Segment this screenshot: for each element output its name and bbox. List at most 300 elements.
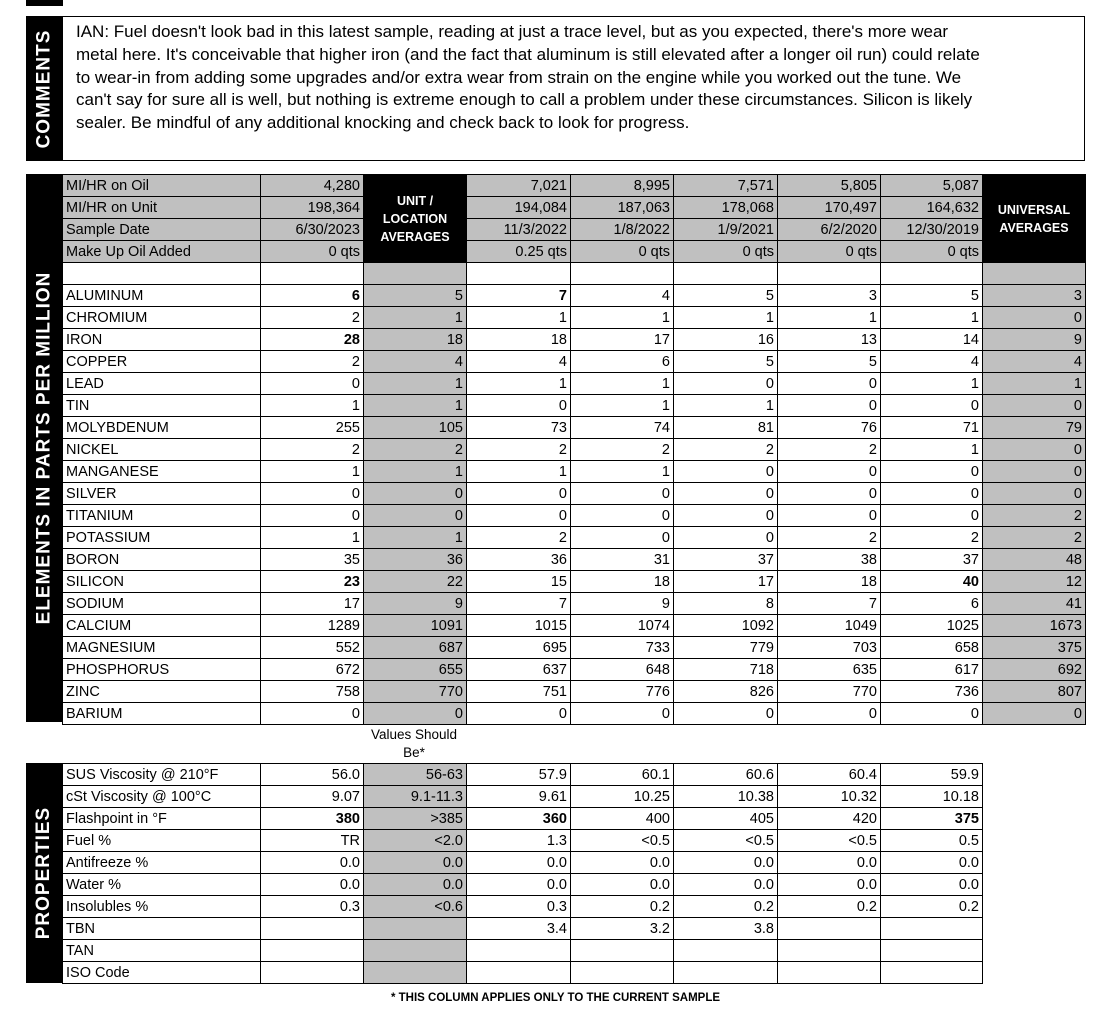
element-history-value: 1 xyxy=(674,395,778,417)
element-history-value: 0 xyxy=(674,461,778,483)
property-history-value: 0.0 xyxy=(881,874,983,896)
property-current-value xyxy=(261,962,364,984)
property-history-value: 0.0 xyxy=(881,852,983,874)
element-history-value: 37 xyxy=(881,549,983,571)
header-row-current: 0 qts xyxy=(261,241,364,263)
element-history-value: 0 xyxy=(778,395,881,417)
header-row-current: 198,364 xyxy=(261,197,364,219)
property-history-value: <0.5 xyxy=(674,830,778,852)
property-history-value: 0.3 xyxy=(467,896,571,918)
element-history-value: 18 xyxy=(778,571,881,593)
element-history-value: 71 xyxy=(881,417,983,439)
spacer-cell xyxy=(983,263,1086,285)
properties-section-label xyxy=(26,763,62,983)
header-row xyxy=(63,197,1086,219)
element-history-value: 776 xyxy=(571,681,674,703)
element-history-value: 648 xyxy=(571,659,674,681)
property-row xyxy=(63,830,983,852)
property-current-value: 0.0 xyxy=(261,874,364,896)
header-row-current: 6/30/2023 xyxy=(261,219,364,241)
element-history-value: 17 xyxy=(571,329,674,351)
element-history-value: 38 xyxy=(778,549,881,571)
header-row-history-value: 164,632 xyxy=(881,197,983,219)
property-history-value: 57.9 xyxy=(467,764,571,786)
element-history-value: 9 xyxy=(571,593,674,615)
element-history-value: 1 xyxy=(571,307,674,329)
element-history-value: 0 xyxy=(881,483,983,505)
element-row xyxy=(63,505,1086,527)
property-history-value: 10.32 xyxy=(778,786,881,808)
header-row-history-value: 0 qts xyxy=(778,241,881,263)
element-history-value: 703 xyxy=(778,637,881,659)
element-universal-average: 2 xyxy=(983,505,1086,527)
element-name: SILICON xyxy=(63,571,261,593)
element-row xyxy=(63,307,1086,329)
property-row xyxy=(63,808,983,830)
property-history-value: 0.2 xyxy=(571,896,674,918)
element-history-value: 1 xyxy=(571,395,674,417)
values-should-be-note: Values Should Be* xyxy=(370,727,458,760)
element-universal-average: 3 xyxy=(983,285,1086,307)
element-history-value: 81 xyxy=(674,417,778,439)
top-bar xyxy=(26,0,1085,8)
element-universal-average: 12 xyxy=(983,571,1086,593)
elements-section-label xyxy=(26,174,62,722)
element-row xyxy=(63,395,1086,417)
property-row xyxy=(63,918,983,940)
element-universal-average: 807 xyxy=(983,681,1086,703)
element-history-value: 5 xyxy=(674,351,778,373)
element-history-value: 0 xyxy=(778,505,881,527)
element-history-value: 3 xyxy=(778,285,881,307)
element-history-value: 0 xyxy=(571,483,674,505)
element-unit-average: 0 xyxy=(364,703,467,725)
element-row xyxy=(63,703,1086,725)
header-row-history-value: 194,084 xyxy=(467,197,571,219)
element-unit-average: 1 xyxy=(364,461,467,483)
element-history-value: 718 xyxy=(674,659,778,681)
element-history-value: 36 xyxy=(467,549,571,571)
element-history-value: 16 xyxy=(674,329,778,351)
element-current-value: 17 xyxy=(261,593,364,615)
element-history-value: 6 xyxy=(571,351,674,373)
property-history-value: 0.5 xyxy=(881,830,983,852)
property-current-value: TR xyxy=(261,830,364,852)
element-name: LEAD xyxy=(63,373,261,395)
spacer-cell xyxy=(571,263,674,285)
element-universal-average: 375 xyxy=(983,637,1086,659)
element-history-value: 1 xyxy=(467,373,571,395)
element-history-value: 635 xyxy=(778,659,881,681)
element-history-value: 1074 xyxy=(571,615,674,637)
properties-label-text: PROPERTIES xyxy=(33,806,55,940)
element-history-value: 0 xyxy=(674,373,778,395)
element-universal-average: 9 xyxy=(983,329,1086,351)
element-history-value: 770 xyxy=(778,681,881,703)
element-name: CHROMIUM xyxy=(63,307,261,329)
property-history-value: <0.5 xyxy=(571,830,674,852)
element-history-value: 2 xyxy=(778,439,881,461)
property-name: Fuel % xyxy=(63,830,261,852)
element-row xyxy=(63,351,1086,373)
element-history-value: 0 xyxy=(571,505,674,527)
property-history-value: 60.4 xyxy=(778,764,881,786)
element-name: SODIUM xyxy=(63,593,261,615)
element-universal-average: 2 xyxy=(983,527,1086,549)
element-name: SILVER xyxy=(63,483,261,505)
element-history-value: 6 xyxy=(881,593,983,615)
element-history-value: 76 xyxy=(778,417,881,439)
property-history-value: 0.2 xyxy=(881,896,983,918)
element-current-value: 35 xyxy=(261,549,364,571)
spacer-cell xyxy=(364,263,467,285)
property-current-value: 380 xyxy=(261,808,364,830)
element-history-value: 1 xyxy=(571,373,674,395)
header-row-history-value: 0 qts xyxy=(571,241,674,263)
comments-text: IAN: Fuel doesn't look bad in this latest sample, reading at just a trace level, but as you expected, there's more wear metal here. It's conceivable that higher iron (and the fact that aluminum is still elevated after a longer oil run) could relate to wear-in from adding some upgrades and/or extra wear from strain on the engine while you worked out the tune. We can't say for sure all is well, but nothing is extreme enough to call a problem under these circumstances. Silicon is likely sealer. Be mindful of any additional knocking and check back to look for progress. xyxy=(76,22,980,133)
spacer-cell xyxy=(261,263,364,285)
property-row xyxy=(63,852,983,874)
properties-table xyxy=(62,763,983,984)
property-history-value: 0.0 xyxy=(467,852,571,874)
element-history-value: 0 xyxy=(881,461,983,483)
property-history-value xyxy=(674,940,778,962)
element-row xyxy=(63,373,1086,395)
property-history-value: 0.2 xyxy=(674,896,778,918)
element-unit-average: 1091 xyxy=(364,615,467,637)
header-row-history-value: 0 qts xyxy=(881,241,983,263)
property-should-be-value xyxy=(364,940,467,962)
element-history-value: 4 xyxy=(881,351,983,373)
elements-label-text: ELEMENTS IN PARTS PER MILLION xyxy=(33,271,54,625)
property-name: Antifreeze % xyxy=(63,852,261,874)
element-history-value: 2 xyxy=(778,527,881,549)
element-current-value: 758 xyxy=(261,681,364,703)
element-row xyxy=(63,615,1086,637)
property-name: Flashpoint in °F xyxy=(63,808,261,830)
property-should-be-value xyxy=(364,918,467,940)
header-row-history-value: 5,805 xyxy=(778,175,881,197)
element-row xyxy=(63,571,1086,593)
element-history-value: 2 xyxy=(674,439,778,461)
element-history-value: 0 xyxy=(881,395,983,417)
header-row xyxy=(63,241,1086,263)
property-history-value xyxy=(571,940,674,962)
property-name: TBN xyxy=(63,918,261,940)
spacer-cell xyxy=(674,263,778,285)
element-history-value: 0 xyxy=(778,703,881,725)
property-history-value: 375 xyxy=(881,808,983,830)
element-current-value: 0 xyxy=(261,373,364,395)
property-history-value: 0.0 xyxy=(571,852,674,874)
property-history-value: 3.4 xyxy=(467,918,571,940)
property-row xyxy=(63,896,983,918)
property-should-be-value: <2.0 xyxy=(364,830,467,852)
element-history-value: 18 xyxy=(467,329,571,351)
element-unit-average: 1 xyxy=(364,307,467,329)
element-universal-average: 1673 xyxy=(983,615,1086,637)
property-history-value: 0.0 xyxy=(778,874,881,896)
element-name: MOLYBDENUM xyxy=(63,417,261,439)
property-current-value: 56.0 xyxy=(261,764,364,786)
element-history-value: 826 xyxy=(674,681,778,703)
top-bar-line xyxy=(62,0,63,6)
property-should-be-value: >385 xyxy=(364,808,467,830)
property-should-be-value: 9.1-11.3 xyxy=(364,786,467,808)
element-history-value: 7 xyxy=(467,593,571,615)
header-row-history-value: 6/2/2020 xyxy=(778,219,881,241)
element-history-value: 4 xyxy=(467,351,571,373)
element-row xyxy=(63,329,1086,351)
property-should-be-value xyxy=(364,962,467,984)
property-current-value: 0.0 xyxy=(261,852,364,874)
element-unit-average: 36 xyxy=(364,549,467,571)
element-history-value: 73 xyxy=(467,417,571,439)
property-history-value: 60.6 xyxy=(674,764,778,786)
element-name: TIN xyxy=(63,395,261,417)
property-name: TAN xyxy=(63,940,261,962)
element-current-value: 0 xyxy=(261,505,364,527)
element-name: TITANIUM xyxy=(63,505,261,527)
spacer-cell xyxy=(63,263,261,285)
element-unit-average: 4 xyxy=(364,351,467,373)
header-row-history-value: 0.25 qts xyxy=(467,241,571,263)
property-history-value xyxy=(778,962,881,984)
property-history-value: <0.5 xyxy=(778,830,881,852)
element-name: BORON xyxy=(63,549,261,571)
element-universal-average: 79 xyxy=(983,417,1086,439)
element-unit-average: 655 xyxy=(364,659,467,681)
element-history-value: 733 xyxy=(571,637,674,659)
element-name: ZINC xyxy=(63,681,261,703)
header-row-label: Make Up Oil Added xyxy=(63,241,261,263)
spacer-cell xyxy=(467,263,571,285)
element-row xyxy=(63,461,1086,483)
property-name: Water % xyxy=(63,874,261,896)
element-history-value: 37 xyxy=(674,549,778,571)
element-history-value: 1 xyxy=(467,307,571,329)
element-unit-average: 687 xyxy=(364,637,467,659)
header-row-current: 4,280 xyxy=(261,175,364,197)
property-name: SUS Viscosity @ 210°F xyxy=(63,764,261,786)
element-history-value: 1 xyxy=(571,461,674,483)
property-row xyxy=(63,764,983,786)
element-history-value: 7 xyxy=(778,593,881,615)
property-should-be-value: 0.0 xyxy=(364,874,467,896)
header-row-history-value: 178,068 xyxy=(674,197,778,219)
property-history-value: 9.61 xyxy=(467,786,571,808)
element-history-value: 5 xyxy=(778,351,881,373)
element-history-value: 14 xyxy=(881,329,983,351)
element-history-value: 1 xyxy=(674,307,778,329)
element-history-value: 40 xyxy=(881,571,983,593)
element-current-value: 1 xyxy=(261,461,364,483)
property-history-value xyxy=(881,962,983,984)
element-history-value: 658 xyxy=(881,637,983,659)
element-history-value: 2 xyxy=(467,439,571,461)
comments-label-text: COMMENTS xyxy=(33,29,55,148)
property-row xyxy=(63,962,983,984)
spacer-row xyxy=(63,263,1086,285)
property-history-value xyxy=(467,940,571,962)
property-row xyxy=(63,874,983,896)
property-row xyxy=(63,786,983,808)
element-name: CALCIUM xyxy=(63,615,261,637)
element-history-value: 0 xyxy=(571,527,674,549)
element-history-value: 0 xyxy=(881,505,983,527)
element-name: MANGANESE xyxy=(63,461,261,483)
element-row xyxy=(63,483,1086,505)
property-should-be-value: 56-63 xyxy=(364,764,467,786)
property-history-value: 10.38 xyxy=(674,786,778,808)
property-history-value xyxy=(778,940,881,962)
element-current-value: 1289 xyxy=(261,615,364,637)
element-current-value: 2 xyxy=(261,351,364,373)
property-history-value: 400 xyxy=(571,808,674,830)
element-history-value: 1 xyxy=(778,307,881,329)
property-history-value xyxy=(571,962,674,984)
header-row-history-value: 12/30/2019 xyxy=(881,219,983,241)
top-bar-block xyxy=(26,0,62,6)
element-row xyxy=(63,659,1086,681)
element-row xyxy=(63,681,1086,703)
property-history-value: 3.2 xyxy=(571,918,674,940)
element-current-value: 28 xyxy=(261,329,364,351)
element-universal-average: 0 xyxy=(983,307,1086,329)
footnote: * THIS COLUMN APPLIES ONLY TO THE CURRENT SAMPLE xyxy=(390,992,721,1004)
element-unit-average: 105 xyxy=(364,417,467,439)
property-history-value: 0.0 xyxy=(674,874,778,896)
element-history-value: 1015 xyxy=(467,615,571,637)
property-history-value: 405 xyxy=(674,808,778,830)
element-current-value: 672 xyxy=(261,659,364,681)
property-history-value xyxy=(778,918,881,940)
property-history-value: 0.0 xyxy=(467,874,571,896)
element-history-value: 1 xyxy=(881,439,983,461)
element-history-value: 15 xyxy=(467,571,571,593)
element-current-value: 1 xyxy=(261,527,364,549)
element-history-value: 695 xyxy=(467,637,571,659)
property-current-value xyxy=(261,918,364,940)
property-history-value: 420 xyxy=(778,808,881,830)
element-unit-average: 18 xyxy=(364,329,467,351)
property-current-value: 0.3 xyxy=(261,896,364,918)
element-history-value: 5 xyxy=(881,285,983,307)
property-name: Insolubles % xyxy=(63,896,261,918)
element-unit-average: 22 xyxy=(364,571,467,593)
header-row-label: Sample Date xyxy=(63,219,261,241)
property-history-value: 0.2 xyxy=(778,896,881,918)
element-history-value: 0 xyxy=(881,703,983,725)
element-history-value: 0 xyxy=(778,373,881,395)
property-history-value: 0.0 xyxy=(778,852,881,874)
element-current-value: 255 xyxy=(261,417,364,439)
element-current-value: 6 xyxy=(261,285,364,307)
unit-location-averages-header: UNIT / LOCATION AVERAGES xyxy=(364,175,467,263)
element-history-value: 0 xyxy=(467,395,571,417)
header-row-history-value: 1/9/2021 xyxy=(674,219,778,241)
element-name: PHOSPHORUS xyxy=(63,659,261,681)
element-unit-average: 1 xyxy=(364,395,467,417)
element-history-value: 0 xyxy=(467,703,571,725)
element-universal-average: 0 xyxy=(983,461,1086,483)
element-history-value: 736 xyxy=(881,681,983,703)
element-unit-average: 0 xyxy=(364,505,467,527)
header-row-history-value: 7,021 xyxy=(467,175,571,197)
property-should-be-value: 0.0 xyxy=(364,852,467,874)
element-unit-average: 1 xyxy=(364,373,467,395)
element-history-value: 0 xyxy=(778,483,881,505)
header-row-history-value: 7,571 xyxy=(674,175,778,197)
property-history-value: 60.1 xyxy=(571,764,674,786)
element-history-value: 1092 xyxy=(674,615,778,637)
property-current-value: 9.07 xyxy=(261,786,364,808)
property-history-value: 3.8 xyxy=(674,918,778,940)
element-current-value: 0 xyxy=(261,703,364,725)
header-row-history-value: 1/8/2022 xyxy=(571,219,674,241)
element-history-value: 13 xyxy=(778,329,881,351)
header-row-history-value: 5,087 xyxy=(881,175,983,197)
element-current-value: 2 xyxy=(261,439,364,461)
property-should-be-value: <0.6 xyxy=(364,896,467,918)
header-row-history-value: 8,995 xyxy=(571,175,674,197)
element-current-value: 2 xyxy=(261,307,364,329)
spacer-cell xyxy=(778,263,881,285)
element-history-value: 31 xyxy=(571,549,674,571)
element-unit-average: 2 xyxy=(364,439,467,461)
element-name: IRON xyxy=(63,329,261,351)
element-row xyxy=(63,417,1086,439)
element-history-value: 2 xyxy=(467,527,571,549)
element-history-value: 1025 xyxy=(881,615,983,637)
element-name: MAGNESIUM xyxy=(63,637,261,659)
element-history-value: 0 xyxy=(674,703,778,725)
element-history-value: 617 xyxy=(881,659,983,681)
property-name: ISO Code xyxy=(63,962,261,984)
element-history-value: 7 xyxy=(467,285,571,307)
element-history-value: 8 xyxy=(674,593,778,615)
element-name: COPPER xyxy=(63,351,261,373)
header-row xyxy=(63,175,1086,197)
element-universal-average: 0 xyxy=(983,395,1086,417)
element-universal-average: 0 xyxy=(983,439,1086,461)
property-row xyxy=(63,940,983,962)
element-current-value: 552 xyxy=(261,637,364,659)
element-current-value: 1 xyxy=(261,395,364,417)
element-universal-average: 0 xyxy=(983,483,1086,505)
universal-averages-header: UNIVERSAL AVERAGES xyxy=(983,175,1086,263)
element-current-value: 23 xyxy=(261,571,364,593)
element-universal-average: 692 xyxy=(983,659,1086,681)
element-history-value: 637 xyxy=(467,659,571,681)
element-history-value: 1 xyxy=(881,307,983,329)
element-history-value: 2 xyxy=(571,439,674,461)
property-history-value: 59.9 xyxy=(881,764,983,786)
property-history-value: 10.18 xyxy=(881,786,983,808)
header-row-history-value: 0 qts xyxy=(674,241,778,263)
element-history-value: 0 xyxy=(778,461,881,483)
element-row xyxy=(63,439,1086,461)
element-history-value: 2 xyxy=(881,527,983,549)
property-current-value xyxy=(261,940,364,962)
element-history-value: 0 xyxy=(571,703,674,725)
spacer-cell xyxy=(881,263,983,285)
header-row-history-value: 187,063 xyxy=(571,197,674,219)
element-history-value: 1 xyxy=(881,373,983,395)
property-history-value xyxy=(881,918,983,940)
property-history-value: 10.25 xyxy=(571,786,674,808)
element-unit-average: 5 xyxy=(364,285,467,307)
